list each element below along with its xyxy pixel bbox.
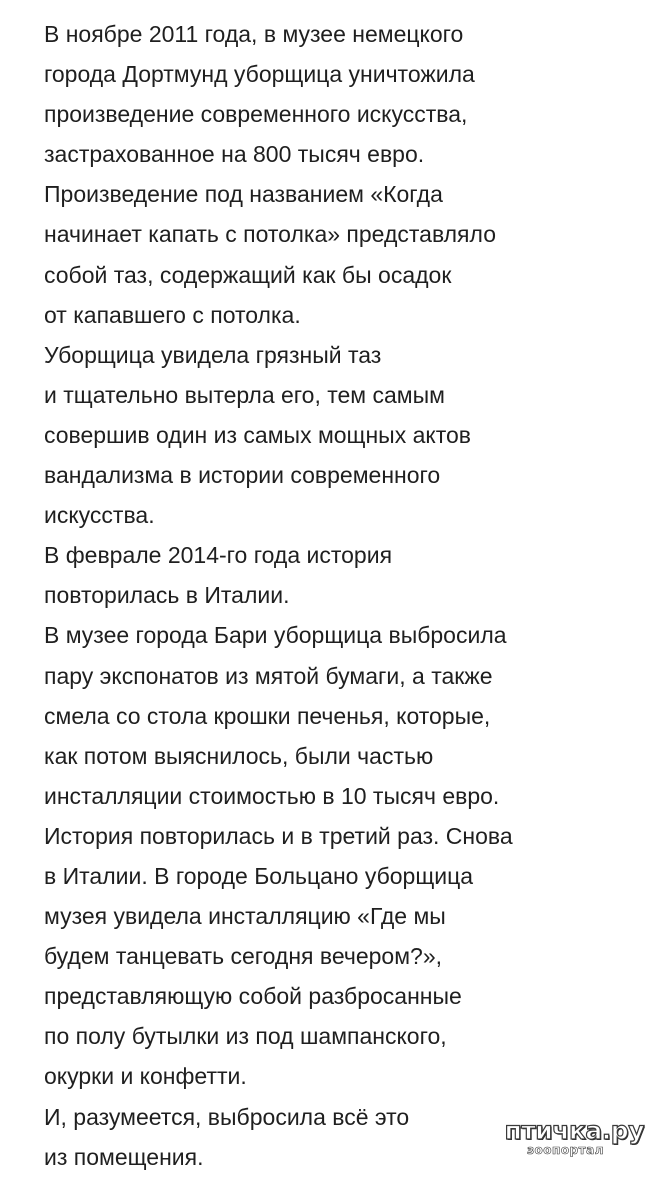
text-line: представляющую собой разбросанные [44,983,462,1010]
text-line: смела со стола крошки печенья, которые, [44,702,491,729]
text-line: Уборщица увидела грязный таз [44,341,382,368]
text-line: вандализма в истории современного [44,462,441,489]
text-line: по полу бутылки из под шампанского, [44,1023,447,1050]
text-line: История повторилась и в третий раз. Снова [44,822,513,849]
text-line: музея увидела инсталляцию «Где мы [44,903,446,930]
text-line: В музее города Бари уборщица выбросила [44,622,507,649]
watermark-title: птичка.ру [504,1116,644,1145]
text-line: окурки и конфетти. [44,1063,247,1090]
article-text [44,14,634,1177]
watermark-logo [505,1118,644,1156]
text-line: и тщательно вытерла его, тем самым [44,381,445,408]
text-line: собой таз, содержащий как бы осадок [44,261,452,288]
text-line: пару экспонатов из мятой бумаги, а также [44,662,493,689]
text-line: Произведение под названием «Когда [44,181,443,208]
text-line: В ноябре 2011 года, в музее немецкого [44,21,464,47]
text-line: как потом выяснилось, были частью [44,742,434,769]
text-line: повторилась в Италии. [44,582,290,609]
text-line: из помещения. [44,1143,204,1170]
watermark-subtitle: зоопортал [527,1143,604,1157]
text-line: от капавшего с потолка. [44,301,301,328]
text-line: инсталляции стоимостью в 10 тысяч евро. [44,782,500,809]
text-line: совершив один из самых мощных актов [44,421,472,448]
text-line: произведение современного искусства, [44,101,468,128]
text-line: застрахованное на 800 тысяч евро. [44,141,425,168]
text-line: города Дортмунд уборщица уничтожила [44,61,475,88]
text-line: И, разумеется, выбросила всё это [44,1103,410,1130]
text-line: начинает капать с потолка» представляло [44,221,496,248]
text-line: искусства. [44,502,155,529]
text-line: В феврале 2014-го года история [44,542,393,569]
text-line: будем танцевать сегодня вечером?», [44,943,443,970]
text-line: в Италии. В городе Больцано уборщица [44,862,474,889]
